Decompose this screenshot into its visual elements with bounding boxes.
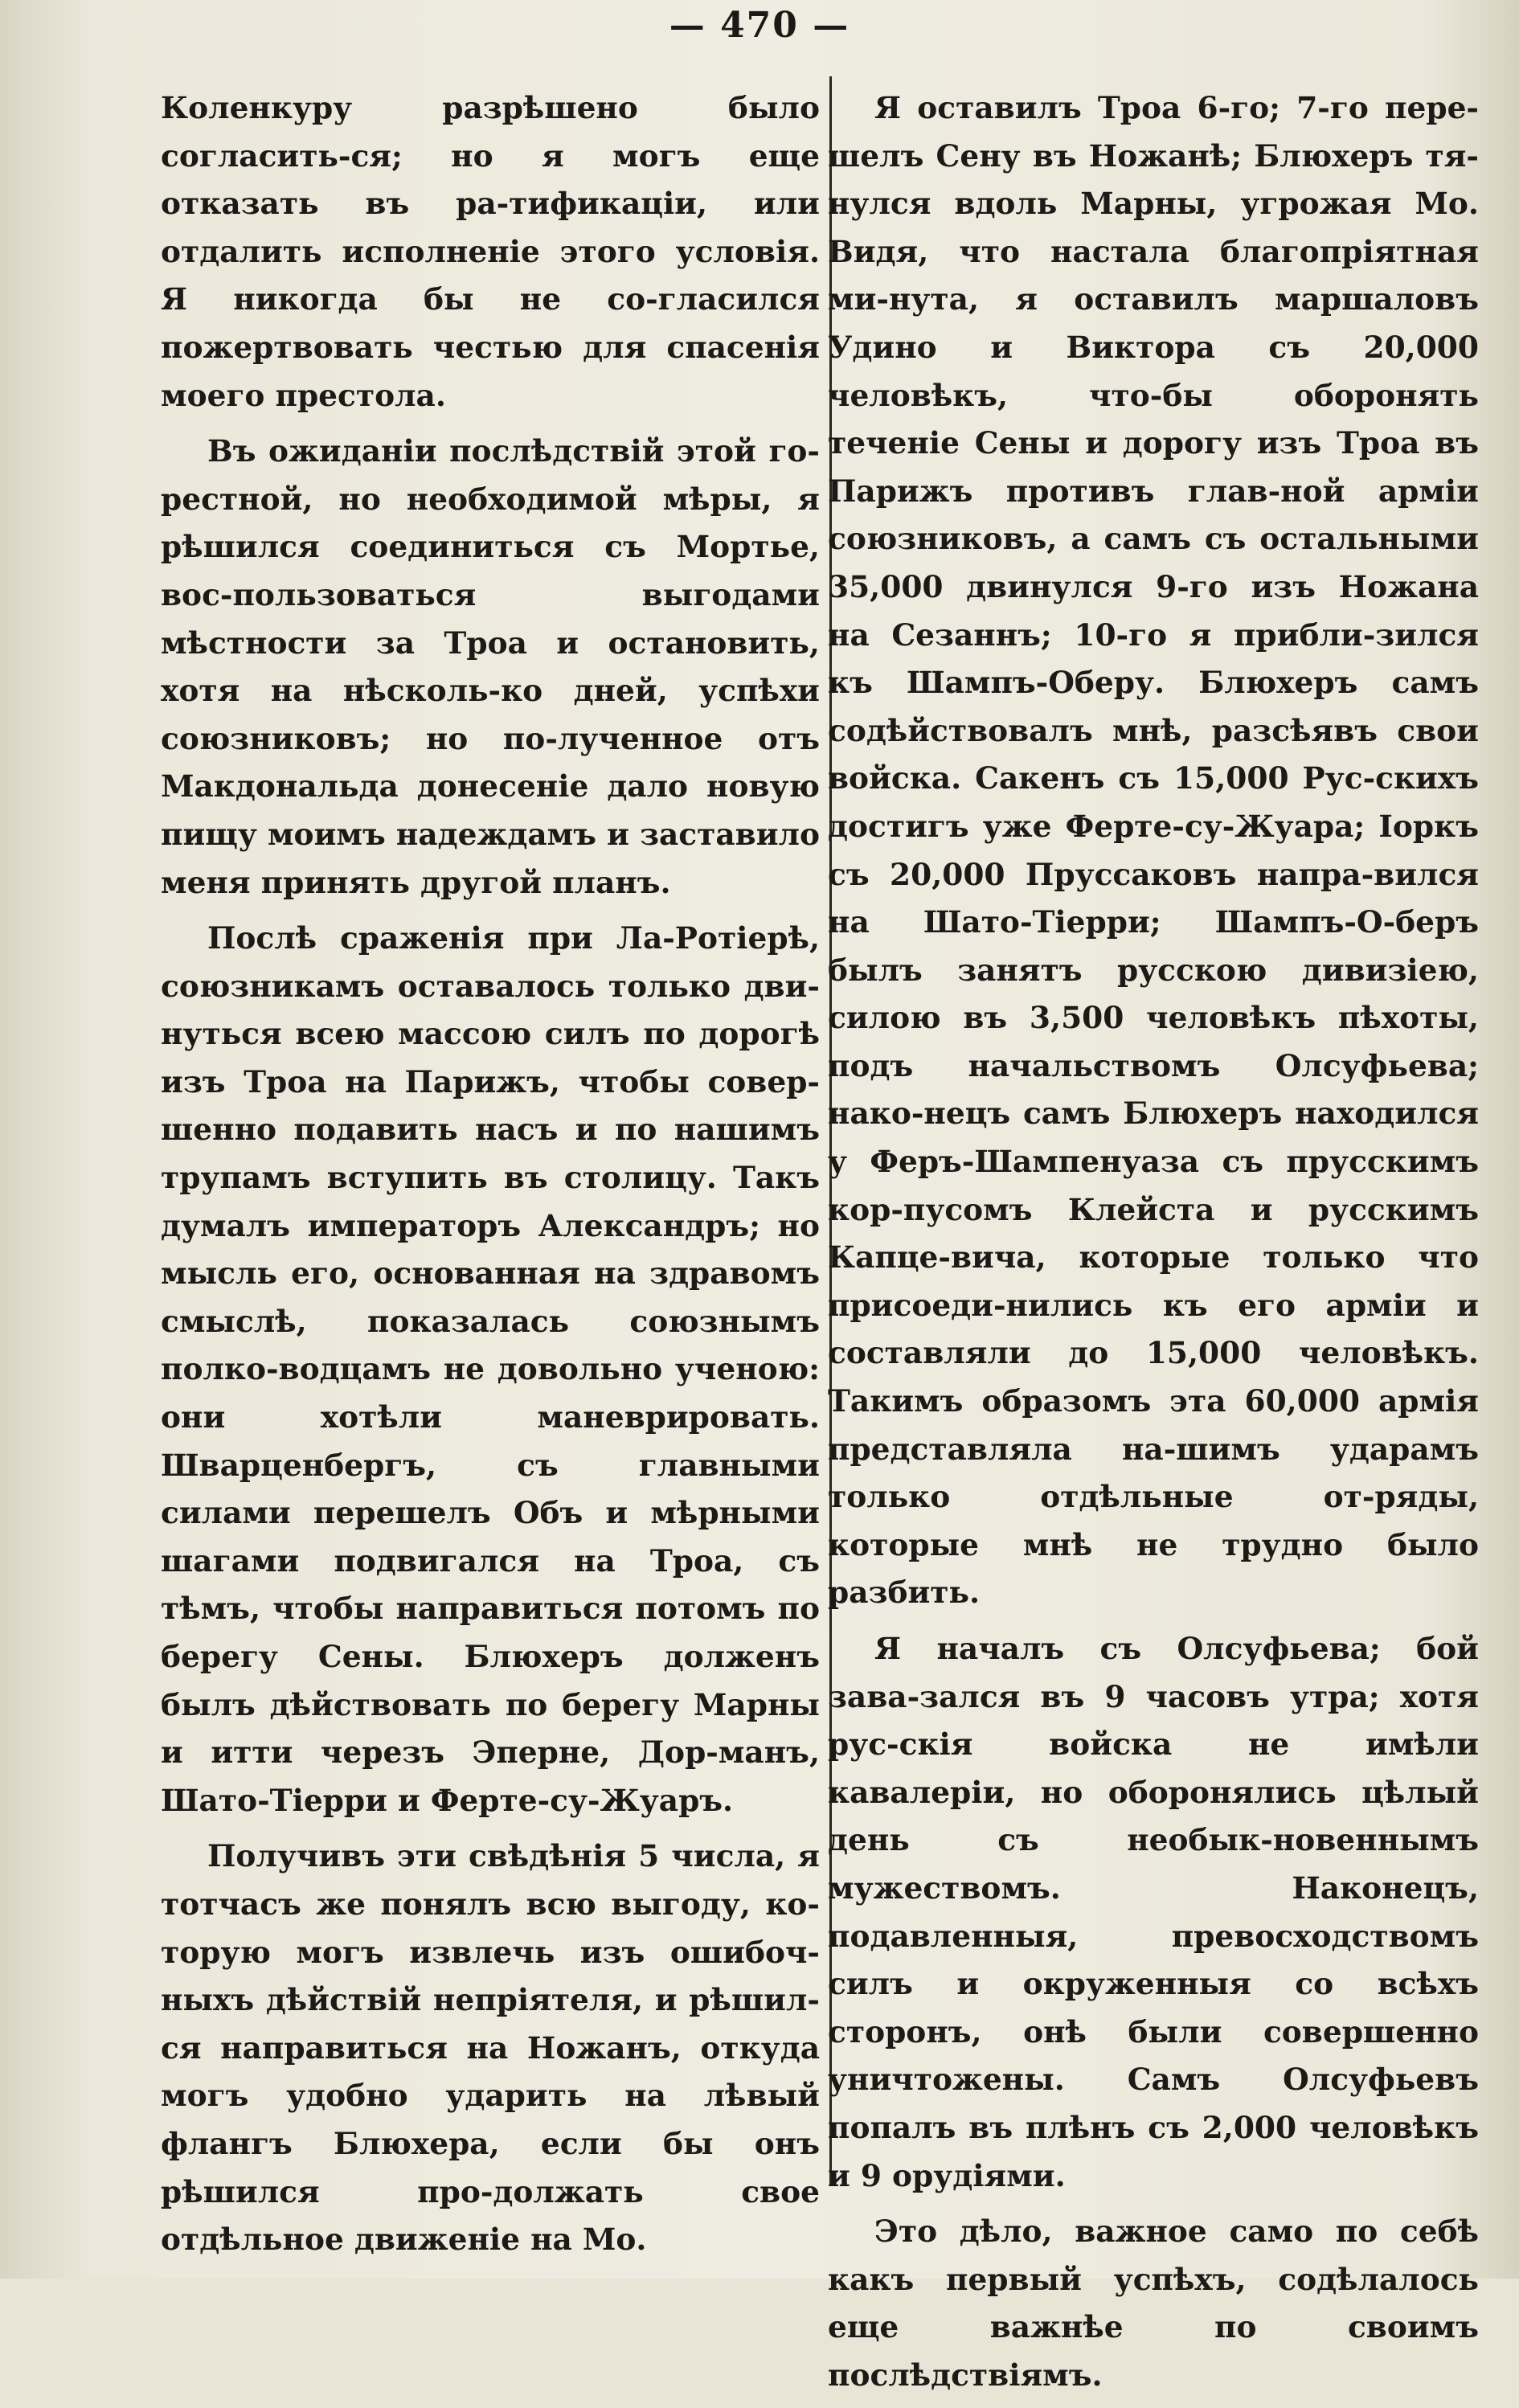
paragraph: Я началъ съ Олсуфьева; бой зава-зался въ 9 часовъ утра; хотя рус-скія войска не имѣли кавалеріи, но оборонялись цѣлый день съ необык-новеннымъ мужествомъ. Наконецъ, подавленныя, превосходствомъ силъ и окруженныя со всѣхъ сторонъ, онѣ были совершенно уничтожены. Самъ Олсуфьевъ попалъ въ плѣнъ съ 2,000 человѣкъ и 9 орудіями.: [828, 1631, 1479, 2193]
left-column: [161, 84, 820, 2272]
paragraph: Я оставилъ Троа 6-го; 7-го пере-шелъ Сену въ Ножанѣ; Блюхеръ тя-нулся вдоль Марны, угрожая Мо. Видя, что настала благопріятная ми-нута, я оставилъ маршаловъ Удино и Виктора съ 20,000 человѣкъ, что-бы оборонять теченіе Сены и дорогу изъ Троа въ Парижъ противъ глав-ной арміи союзниковъ, а самъ съ остальными 35,000 двинулся 9-го изъ Ножана на Сезаннъ; 10-го я прибли-зился къ Шампъ-Оберу. Блюхеръ самъ содѣйствовалъ мнѣ, разсѣявъ свои войска. Сакенъ съ 15,000 Рус-скихъ достигъ уже Ферте-су-Жуара; Іоркъ съ 20,000 Пруссаковъ напра-вился на Шато-Тіерри; Шампъ-О-беръ былъ занятъ русскою дивизіею, силою въ 3,500 человѣкъ пѣхоты, подъ начальствомъ Олсуфьева; нако-нецъ самъ Блюхеръ находился у Феръ-Шампенуаза съ прусскимъ кор-пусомъ Клейста и русскимъ Капце-вича, которые только что присоеди-нились къ его арміи и составляли до 15,000 человѣкъ. Такимъ образомъ эта 60,000 армія представляла на-шимъ ударамъ только отдѣльные от-ряды, которые мнѣ не трудно было разбить.: [828, 90, 1479, 1611]
paragraph: Это дѣло, важное само по себѣ какъ первый успѣхъ, содѣлалось еще важнѣе по своимъ послѣдствіямъ.: [828, 2213, 1479, 2393]
paragraph: Получивъ эти свѣдѣнія 5 числа, я тотчасъ же понялъ всю выгоду, ко-торую могъ извлечь изъ ошибоч-ныхъ дѣйствій непріятеля, и рѣшил-ся направиться на Ножанъ, откуда могъ удобно ударить на лѣвый флангъ Блюхера, если бы онъ рѣшился про-должать свое отдѣльное движеніе на Мо.: [161, 1838, 820, 2258]
page-number: — 470 —: [669, 5, 850, 46]
paragraph: Коленкуру разрѣшено было согласить-ся; но я могъ еще отказать въ ра-тификаціи, или отдалить исполненіе этого условія. Я никогда бы не со-гласился пожертвовать честью для спасенія моего престола.: [161, 90, 820, 413]
right-column: [828, 84, 1479, 2408]
paragraph: Послѣ сраженія при Ла-Ротіерѣ, союзникамъ оставалось только дви-нуться всею массою силъ по дорогѣ изъ Троа на Парижъ, чтобы совер-шенно подавить насъ и по нашимъ трупамъ вступить въ столицу. Такъ думалъ императоръ Александръ; но мысль его, основанная на здравомъ смыслѣ, показалась союзнымъ полко-водцамъ не довольно ученою: они хотѣли маневрировать. Шварценбергъ, съ главными силами перешелъ Объ и мѣрными шагами подвигался на Троа, съ тѣмъ, чтобы направиться потомъ по берегу Сены. Блюхеръ долженъ былъ дѣйствовать по берегу Марны и итти черезъ Эпернe, Дор-манъ, Шато-Тіерри и Ферте-су-Жуаръ.: [161, 920, 820, 1818]
paragraph: Въ ожиданіи послѣдствій этой го-рестной, но необходимой мѣры, я рѣшился соединиться съ Мортье, вос-пользоваться выгодами мѣстности за Троа и остановить, хотя на нѣсколь-ко дней, успѣхи союзниковъ; но по-лученное отъ Макдональда донесеніе дало новую пищу моимъ надеждамъ и заставило меня принять другой планъ.: [161, 433, 820, 900]
